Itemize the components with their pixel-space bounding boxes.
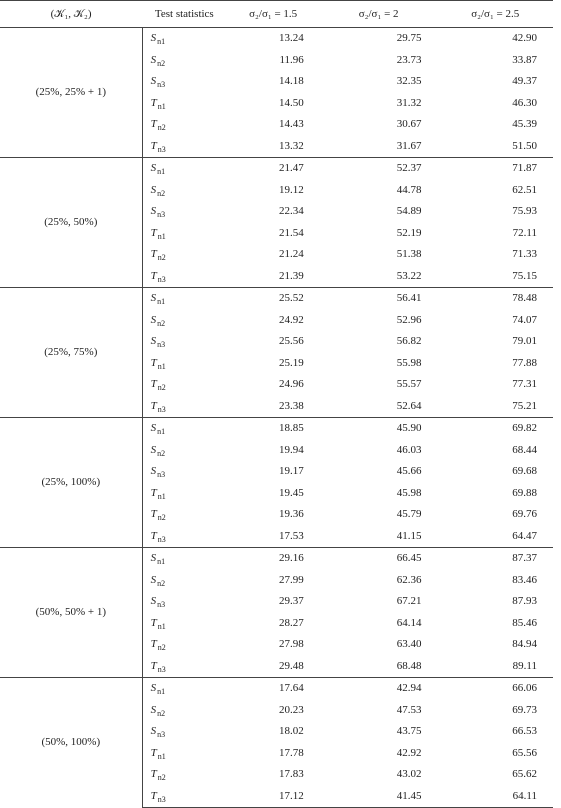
stat-letter: S: [150, 422, 157, 435]
stat-subscript: n1: [157, 231, 166, 241]
value-cell: 68.44: [512, 443, 537, 456]
stat-subscript: n2: [157, 773, 166, 783]
group-block: [0, 678, 553, 808]
value-cell: 18.85: [227, 418, 320, 440]
stat-letter: T: [150, 248, 157, 261]
stat-name: [142, 50, 226, 72]
stat-subscript: n2: [157, 188, 166, 198]
stat-name: [142, 764, 226, 786]
group-label: (25%, 75%): [0, 288, 142, 418]
stat-subscript: n2: [157, 708, 166, 718]
stat-letter: T: [150, 638, 157, 651]
stat-letter: T: [150, 616, 157, 629]
stat-letter: S: [150, 552, 157, 565]
group-label: (50%, 50% + 1): [0, 548, 142, 678]
stat-letter: S: [150, 682, 157, 695]
stat-subscript: n1: [157, 101, 166, 111]
value-cell: 71.87: [437, 158, 553, 180]
stat-subscript: n3: [157, 600, 166, 610]
stat-letter: S: [150, 292, 157, 305]
value-cell: 41.15: [396, 529, 422, 542]
stat-name: [142, 461, 226, 483]
stat-subscript: n2: [157, 318, 166, 328]
value-cell: 28.27: [279, 616, 304, 629]
value-cell: 87.93: [512, 595, 537, 608]
value-cell: 62.36: [396, 573, 422, 586]
stat-name: [142, 548, 226, 570]
value-cell: 45.90: [320, 418, 438, 440]
value-cell: 46.03: [396, 443, 422, 456]
group-block: [0, 548, 553, 678]
value-cell: 46.30: [512, 96, 537, 109]
value-cell: 14.18: [279, 75, 304, 88]
stat-letter: S: [150, 183, 157, 196]
group-label: (25%, 25% + 1): [0, 28, 142, 158]
stat-name: [142, 136, 226, 158]
stat-name: [142, 591, 226, 613]
value-cell: 69.76: [512, 508, 537, 521]
stat-subscript: n3: [157, 730, 166, 740]
value-cell: 29.48: [279, 659, 304, 672]
stat-name: [142, 93, 226, 115]
stat-subscript: n3: [157, 144, 166, 154]
value-cell: 33.87: [512, 53, 537, 66]
value-cell: 24.92: [279, 313, 304, 326]
stat-letter: S: [150, 703, 157, 716]
value-cell: 32.35: [396, 75, 422, 88]
stat-subscript: n2: [157, 383, 166, 393]
stat-name: [142, 700, 226, 722]
table-row: [0, 28, 553, 50]
stat-subscript: n3: [157, 664, 166, 674]
header-ratio-1: σ₂/σ₁ = 1.5: [227, 1, 320, 28]
stat-letter: T: [150, 118, 157, 131]
stat-subscript: n3: [157, 470, 166, 480]
value-cell: 74.07: [512, 313, 537, 326]
stat-letter: S: [150, 205, 157, 218]
stat-subscript: n1: [157, 491, 166, 501]
value-cell: 27.98: [279, 638, 304, 651]
stat-letter: T: [150, 789, 157, 802]
table-row: [0, 418, 553, 440]
value-cell: 56.82: [396, 335, 422, 348]
value-cell: 83.46: [512, 573, 537, 586]
stat-subscript: n3: [157, 340, 166, 350]
value-cell: 78.48: [437, 288, 553, 310]
value-cell: 42.92: [396, 746, 422, 759]
stat-letter: T: [150, 659, 157, 672]
value-cell: 51.38: [396, 248, 422, 261]
stat-name: [142, 374, 226, 396]
stat-name: [142, 244, 226, 266]
group-label: (25%, 50%): [0, 158, 142, 288]
value-cell: 77.31: [512, 378, 537, 391]
stat-subscript: n1: [157, 621, 166, 631]
table-row: [0, 158, 553, 180]
stat-subscript: n2: [157, 578, 166, 588]
value-cell: 17.12: [227, 786, 320, 808]
stat-letter: T: [150, 139, 157, 152]
value-cell: 89.11: [512, 659, 537, 672]
header-ratio-3: σ₂/σ₁ = 2.5: [437, 1, 553, 28]
stat-letter: S: [150, 725, 157, 738]
value-cell: 66.06: [437, 678, 553, 700]
stat-subscript: n1: [157, 687, 166, 697]
stat-subscript: n2: [157, 253, 166, 263]
stat-letter: S: [150, 32, 157, 45]
stat-letter: T: [150, 746, 157, 759]
stat-name: [142, 483, 226, 505]
stat-subscript: n1: [157, 167, 166, 177]
value-cell: 79.01: [512, 335, 537, 348]
stat-subscript: n3: [157, 274, 166, 284]
value-cell: 25.19: [279, 356, 304, 369]
value-cell: 49.37: [512, 75, 537, 88]
value-cell: 24.96: [279, 378, 304, 391]
value-cell: 64.14: [396, 616, 422, 629]
value-cell: 75.21: [512, 399, 537, 412]
value-cell: 85.46: [512, 616, 537, 629]
value-cell: 18.02: [279, 725, 304, 738]
stat-name: [142, 613, 226, 635]
value-cell: 62.51: [512, 183, 537, 196]
value-cell: 19.45: [279, 486, 304, 499]
value-cell: 65.56: [512, 746, 537, 759]
stat-name: [142, 656, 226, 678]
stat-letter: S: [150, 443, 157, 456]
stat-name: [142, 743, 226, 765]
header-row: [0, 1, 553, 28]
stat-subscript: n1: [157, 361, 166, 371]
value-cell: 87.37: [437, 548, 553, 570]
value-cell: 71.33: [512, 248, 537, 261]
value-cell: 52.19: [396, 226, 422, 239]
value-cell: 21.24: [279, 248, 304, 261]
group-block: [0, 158, 553, 288]
stat-name: [142, 201, 226, 223]
value-cell: 43.75: [396, 725, 422, 738]
value-cell: 42.90: [437, 28, 553, 50]
stat-subscript: n1: [157, 751, 166, 761]
table-row: [0, 678, 553, 700]
stat-letter: T: [150, 226, 157, 239]
value-cell: 45.39: [512, 118, 537, 131]
stat-name: [142, 266, 226, 288]
table-header: [0, 1, 553, 28]
value-cell: 21.47: [227, 158, 320, 180]
value-cell: 66.45: [320, 548, 438, 570]
value-cell: 66.53: [512, 725, 537, 738]
value-cell: 29.75: [320, 28, 438, 50]
value-cell: 29.37: [279, 595, 304, 608]
stat-name: [142, 786, 226, 808]
stat-name: [142, 634, 226, 656]
value-cell: 13.24: [227, 28, 320, 50]
value-cell: 55.57: [396, 378, 422, 391]
stat-subscript: n3: [157, 80, 166, 90]
value-cell: 45.66: [396, 465, 422, 478]
value-cell: 45.98: [396, 486, 422, 499]
value-cell: 19.94: [279, 443, 304, 456]
stat-letter: S: [150, 335, 157, 348]
stat-letter: T: [150, 269, 157, 282]
value-cell: 22.34: [279, 205, 304, 218]
stat-name: [142, 310, 226, 332]
value-cell: 25.56: [279, 335, 304, 348]
header-stat-col: Test statistics: [142, 1, 226, 28]
value-cell: 19.36: [279, 508, 304, 521]
stat-name: [142, 504, 226, 526]
stat-name: [142, 223, 226, 245]
value-cell: 17.64: [227, 678, 320, 700]
value-cell: 77.88: [512, 356, 537, 369]
group-label: (50%, 100%): [0, 678, 142, 808]
stat-name: [142, 440, 226, 462]
group-block: [0, 288, 553, 418]
value-cell: 41.45: [320, 786, 438, 808]
value-cell: 31.32: [396, 96, 422, 109]
value-cell: 29.16: [227, 548, 320, 570]
value-cell: 14.43: [279, 118, 304, 131]
stat-letter: S: [150, 573, 157, 586]
value-cell: 52.37: [320, 158, 438, 180]
stat-subscript: n2: [157, 513, 166, 523]
value-cell: 44.78: [396, 183, 422, 196]
stat-subscript: n3: [157, 794, 166, 804]
value-cell: 65.62: [512, 768, 537, 781]
stat-subscript: n2: [157, 643, 166, 653]
value-cell: 19.17: [279, 465, 304, 478]
value-cell: 69.82: [437, 418, 553, 440]
stat-name: [142, 180, 226, 202]
value-cell: 69.88: [512, 486, 537, 499]
value-cell: 47.53: [396, 703, 422, 716]
stat-name: [142, 288, 226, 310]
value-cell: 42.94: [320, 678, 438, 700]
value-cell: 68.48: [396, 659, 422, 672]
value-cell: 30.67: [396, 118, 422, 131]
value-cell: 64.47: [512, 529, 537, 542]
value-cell: 69.73: [512, 703, 537, 716]
stat-name: [142, 721, 226, 743]
value-cell: 17.78: [279, 746, 304, 759]
value-cell: 23.38: [279, 399, 304, 412]
value-cell: 56.41: [320, 288, 438, 310]
stat-name: [142, 158, 226, 180]
value-cell: 31.67: [396, 139, 422, 152]
stat-name: [142, 71, 226, 93]
stat-letter: S: [150, 465, 157, 478]
value-cell: 14.50: [279, 96, 304, 109]
stat-letter: T: [150, 378, 157, 391]
header-group-col: (𝒦₁, 𝒦₂): [0, 1, 142, 28]
value-cell: 27.99: [279, 573, 304, 586]
stat-subscript: n1: [157, 37, 166, 47]
value-cell: 75.15: [512, 269, 537, 282]
stat-name: [142, 331, 226, 353]
stat-subscript: n1: [157, 297, 166, 307]
stat-letter: T: [150, 768, 157, 781]
value-cell: 19.12: [279, 183, 304, 196]
stat-name: [142, 28, 226, 50]
value-cell: 23.73: [396, 53, 422, 66]
value-cell: 21.54: [279, 226, 304, 239]
stat-subscript: n3: [157, 404, 166, 414]
value-cell: 25.52: [227, 288, 320, 310]
value-cell: 69.68: [512, 465, 537, 478]
value-cell: 11.96: [279, 53, 304, 66]
stat-subscript: n3: [157, 534, 166, 544]
stat-subscript: n1: [157, 557, 166, 567]
value-cell: 13.32: [279, 139, 304, 152]
value-cell: 51.50: [512, 139, 537, 152]
group-label: (25%, 100%): [0, 418, 142, 548]
stat-subscript: n2: [157, 58, 166, 68]
stat-letter: T: [150, 399, 157, 412]
value-cell: 54.89: [396, 205, 422, 218]
stat-letter: S: [150, 313, 157, 326]
stat-letter: T: [150, 96, 157, 109]
stat-name: [142, 396, 226, 418]
value-cell: 63.40: [396, 638, 422, 651]
table-row: [0, 548, 553, 570]
value-cell: 75.93: [512, 205, 537, 218]
stat-letter: S: [150, 595, 157, 608]
value-cell: 84.94: [512, 638, 537, 651]
value-cell: 52.96: [396, 313, 422, 326]
stat-name: [142, 678, 226, 700]
header-ratio-2: σ₂/σ₁ = 2: [320, 1, 438, 28]
value-cell: 52.64: [396, 399, 422, 412]
value-cell: 17.83: [279, 768, 304, 781]
value-cell: 67.21: [396, 595, 422, 608]
stat-letter: T: [150, 486, 157, 499]
stat-letter: S: [150, 75, 157, 88]
stat-letter: T: [150, 508, 157, 521]
stat-name: [142, 353, 226, 375]
value-cell: 45.79: [396, 508, 422, 521]
value-cell: 64.11: [437, 786, 553, 808]
value-cell: 55.98: [396, 356, 422, 369]
value-cell: 21.39: [279, 269, 304, 282]
value-cell: 17.53: [279, 529, 304, 542]
stat-subscript: n3: [157, 210, 166, 220]
value-cell: 43.02: [396, 768, 422, 781]
group-block: [0, 418, 553, 548]
stat-subscript: n1: [157, 427, 166, 437]
table-row: [0, 288, 553, 310]
stat-letter: S: [150, 162, 157, 175]
stat-subscript: n2: [157, 123, 166, 133]
stat-letter: S: [150, 53, 157, 66]
stat-name: [142, 418, 226, 440]
stat-letter: T: [150, 356, 157, 369]
stat-name: [142, 570, 226, 592]
value-cell: 20.23: [279, 703, 304, 716]
stat-letter: T: [150, 529, 157, 542]
stat-subscript: n2: [157, 448, 166, 458]
value-cell: 72.11: [512, 226, 537, 239]
stat-name: [142, 526, 226, 548]
stat-name: [142, 114, 226, 136]
value-cell: 53.22: [396, 269, 422, 282]
group-block: [0, 28, 553, 158]
